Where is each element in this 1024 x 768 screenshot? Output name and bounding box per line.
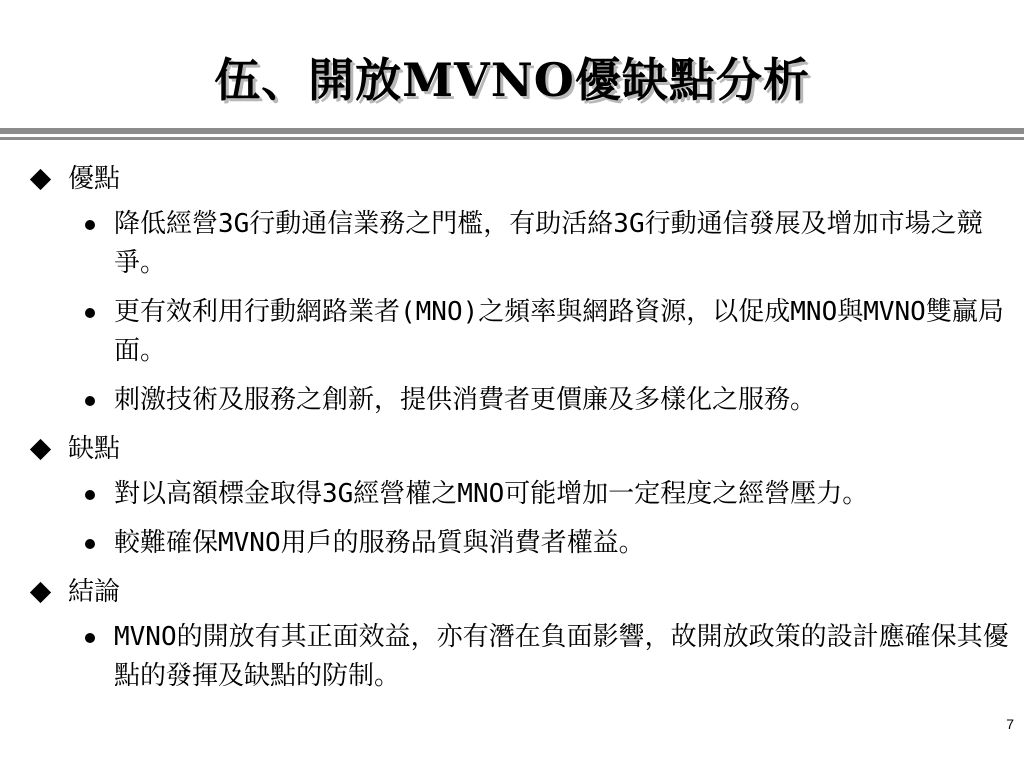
- dot-icon: [85, 220, 95, 230]
- slide-content: [30, 160, 1020, 706]
- dot-icon: [85, 539, 95, 549]
- list-item: [85, 475, 1020, 514]
- diamond-icon: [30, 169, 51, 190]
- list-item-text: 對以高額標金取得3G經營權之MNO可能增加一定程度之經營壓力。: [114, 479, 869, 509]
- list-item-text: 降低經營3G行動通信業務之門檻，有助活絡3G行動通信發展及增加市場之競爭。: [114, 209, 983, 278]
- conclusion-list: [85, 618, 1020, 696]
- page-number: 7: [1006, 716, 1014, 732]
- dot-icon: [85, 633, 95, 643]
- title-divider-thin: [0, 137, 1024, 140]
- diamond-icon: [30, 439, 51, 460]
- list-item-text: MVNO的開放有其正面效益，亦有潛在負面影響，故開放政策的設計應確保其優點的發揮及缺點的防制。: [114, 622, 1009, 691]
- section-label: 缺點: [68, 434, 121, 464]
- section-label: 優點: [68, 164, 121, 194]
- dot-icon: [85, 308, 95, 318]
- section-disadvantages: [30, 430, 1020, 469]
- section-advantages: [30, 160, 1020, 199]
- dot-icon: [85, 396, 95, 406]
- title-divider-thick: [0, 128, 1024, 134]
- advantages-list: [85, 205, 1020, 420]
- list-item: [85, 381, 1020, 420]
- list-item: [85, 205, 1020, 283]
- section-label: 結論: [68, 577, 121, 607]
- list-item-text: 刺激技術及服務之創新，提供消費者更價廉及多樣化之服務。: [114, 385, 817, 415]
- list-item-text: 較難確保MVNO用戶的服務品質與消費者權益。: [114, 528, 645, 558]
- list-item-text: 更有效利用行動網路業者(MNO)之頻率與網路資源，以促成MNO與MVNO雙贏局面。: [114, 297, 1004, 366]
- list-item: [85, 293, 1020, 371]
- dot-icon: [85, 490, 95, 500]
- list-item: [85, 618, 1020, 696]
- diamond-icon: [30, 582, 51, 603]
- list-item: [85, 524, 1020, 563]
- disadvantages-list: [85, 475, 1020, 563]
- slide-title: 伍、開放MVNO優缺點分析: [214, 53, 810, 107]
- section-conclusion: [30, 573, 1020, 612]
